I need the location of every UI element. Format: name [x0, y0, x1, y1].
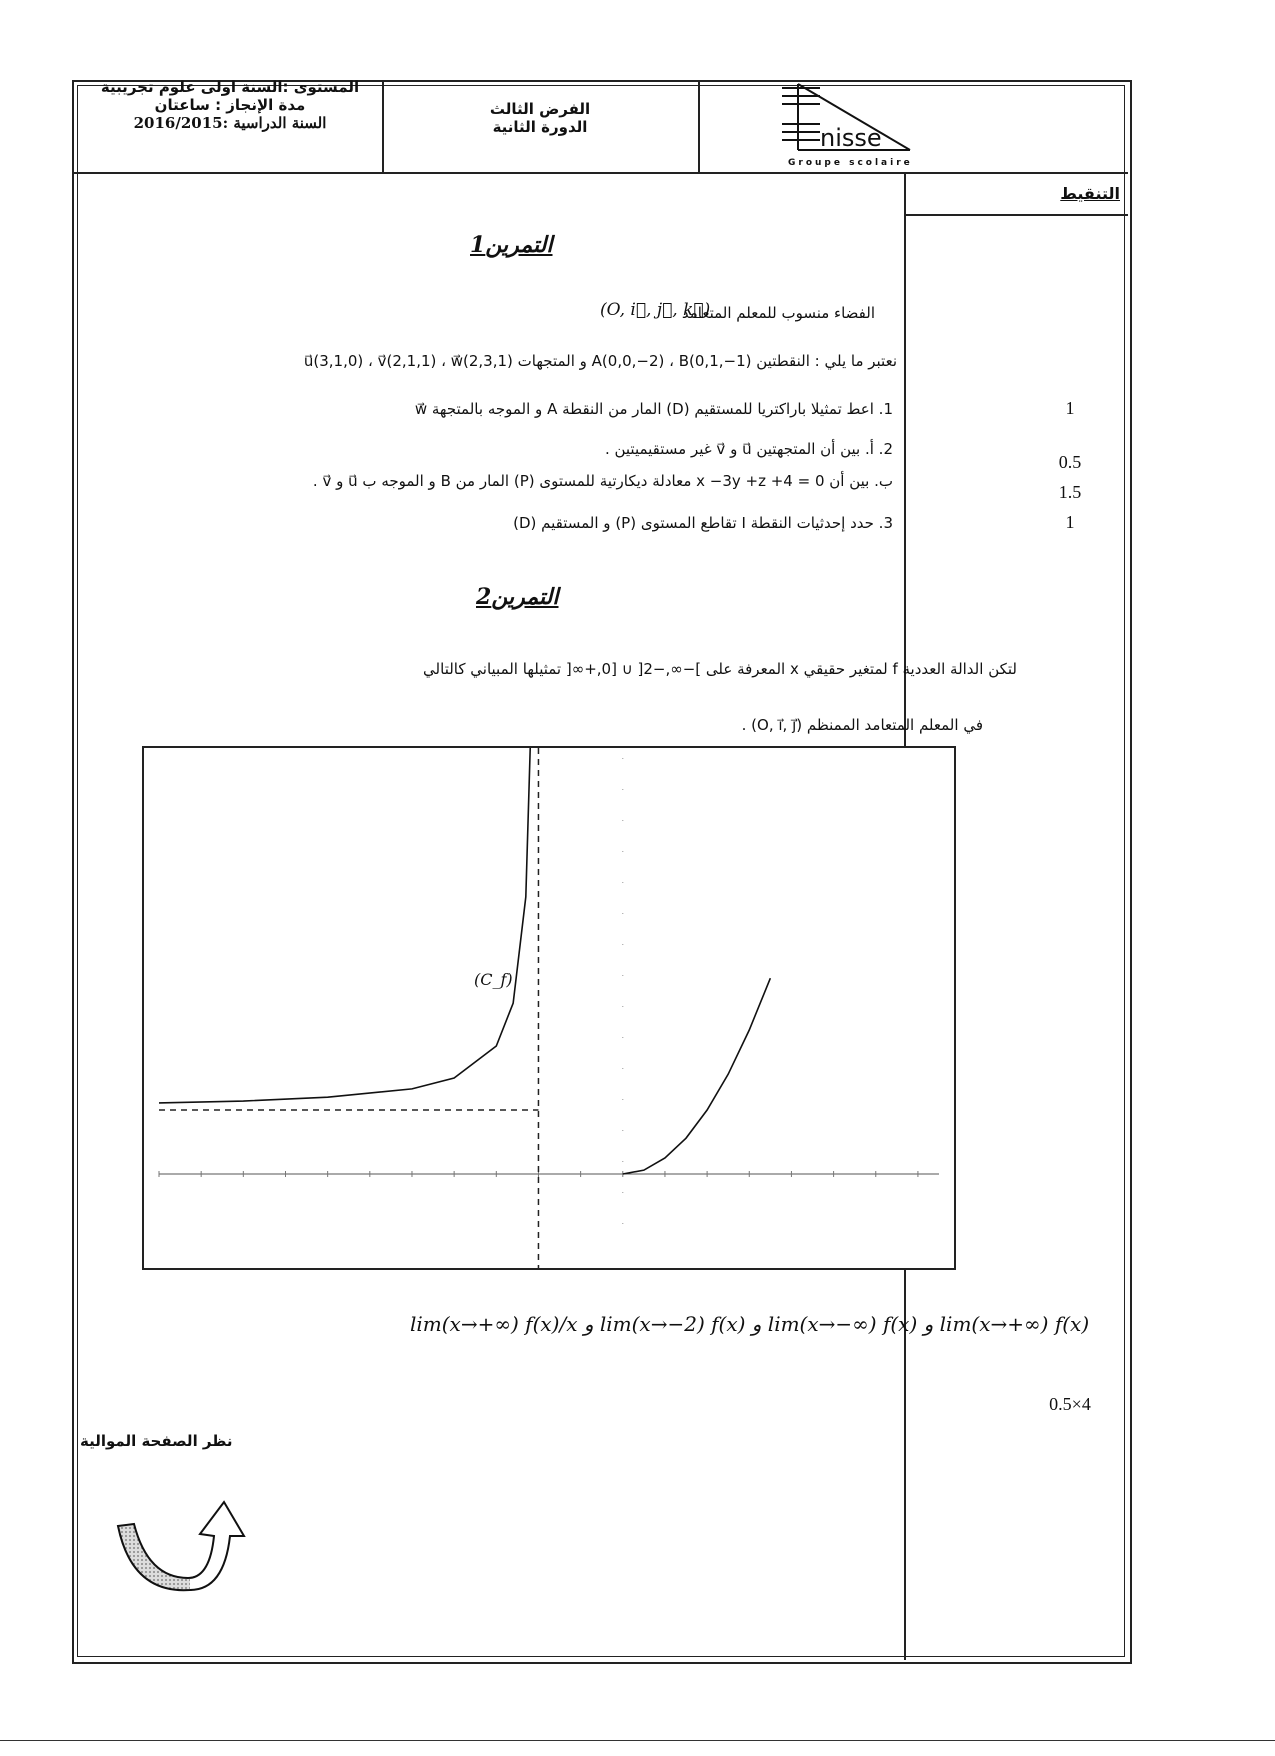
session-text: الدورة الثانية — [492, 118, 588, 136]
exercise1-q1: 1. اعط تمثيلا باراكتريا للمستقيم (D) المار من النقطة A و الموجه بالمتجهة w⃗ — [414, 400, 893, 418]
grading-header: التنقيط — [1060, 184, 1120, 203]
score-q3: 1 — [1065, 512, 1075, 532]
exercise2-limits: lim(x→+∞) f(x)/x و lim(x→−2) f(x) و lim(x→−∞) f(x) و lim(x→+∞) f(x) — [410, 1312, 1090, 1336]
exercise1-consider: نعتبر ما يلي : النقطتين A(0,0,−2) ، B(0,1,−1) و المتجهات u⃗(3,1,0) ، v⃗(2,1,1) ، w⃗(2,3,1) — [303, 352, 897, 370]
curve-branch-2 — [623, 978, 771, 1174]
duration-text: مدة الإنجاز : ساعتان — [154, 96, 306, 114]
header-col-divider-1 — [382, 80, 384, 172]
page-bottom-rule — [0, 1740, 1275, 1741]
header-info — [90, 78, 370, 132]
chart-canvas — [144, 748, 954, 1268]
exercise1-q2b: ب. بين أن x −3y +z +4 = 0 معادلة ديكارتية للمستوى (P) المار من B و الموجه ب u⃗ و v⃗ . — [312, 472, 893, 490]
curve-branch-1 — [159, 748, 532, 1103]
score-q2b: 1.5 — [1058, 482, 1082, 502]
exercise2-line2: في المعلم المتعامد الممنظم (O, i⃗, j⃗) . — [741, 716, 983, 734]
logo-subtitle: Groupe scolaire — [788, 158, 913, 168]
exercise1-q3: 3. حدد إحدثيات النقطة I تقاطع المستوى (P) و المستقيم (D) — [513, 514, 893, 532]
score-q1: 1 — [1065, 398, 1075, 418]
exercise1-q2a: 2. أ. بين أن المتجهتين u⃗ و v⃗ غير مستقيميتين . — [604, 440, 893, 458]
exam-title: الفرض الثالث — [489, 100, 591, 118]
exercise1-title: التمرين1 — [470, 232, 553, 258]
next-page-text: نظر الصفحة الموالية — [80, 1432, 233, 1450]
exercise2-title: التمرين2 — [476, 584, 559, 610]
exercise2-line1: لتكن الدالة العددية f لمتغير حقيقي x المعرفة على ]−∞,−2[ ∪ [0,+∞[ تمثيلها المبياني كالتالي — [423, 660, 1017, 678]
next-page-arrow-icon — [112, 1498, 262, 1608]
exercise1-frame: (O, i⃗, j⃗, k⃗) — [600, 300, 711, 320]
grading-header-divider — [904, 214, 1128, 216]
school-logo — [780, 78, 930, 172]
score-q2a: 0.5 — [1058, 452, 1082, 472]
score-exercise2: 0.5×4 — [1049, 1394, 1091, 1414]
logo-name: nisse — [820, 124, 882, 152]
function-graph — [142, 746, 956, 1270]
exercise1-intro: الفضاء منسوب للمعلم المتعامد — [681, 304, 875, 322]
header-col-divider-2 — [698, 80, 700, 172]
level-text: المستوى :السنة اولى علوم تجريبية — [100, 78, 360, 96]
header-divider — [72, 172, 1128, 174]
exam-info — [430, 100, 650, 136]
school-year-text: السنة الدراسية :2016/2015 — [133, 114, 327, 132]
curve-label: (C_f) — [474, 970, 513, 989]
